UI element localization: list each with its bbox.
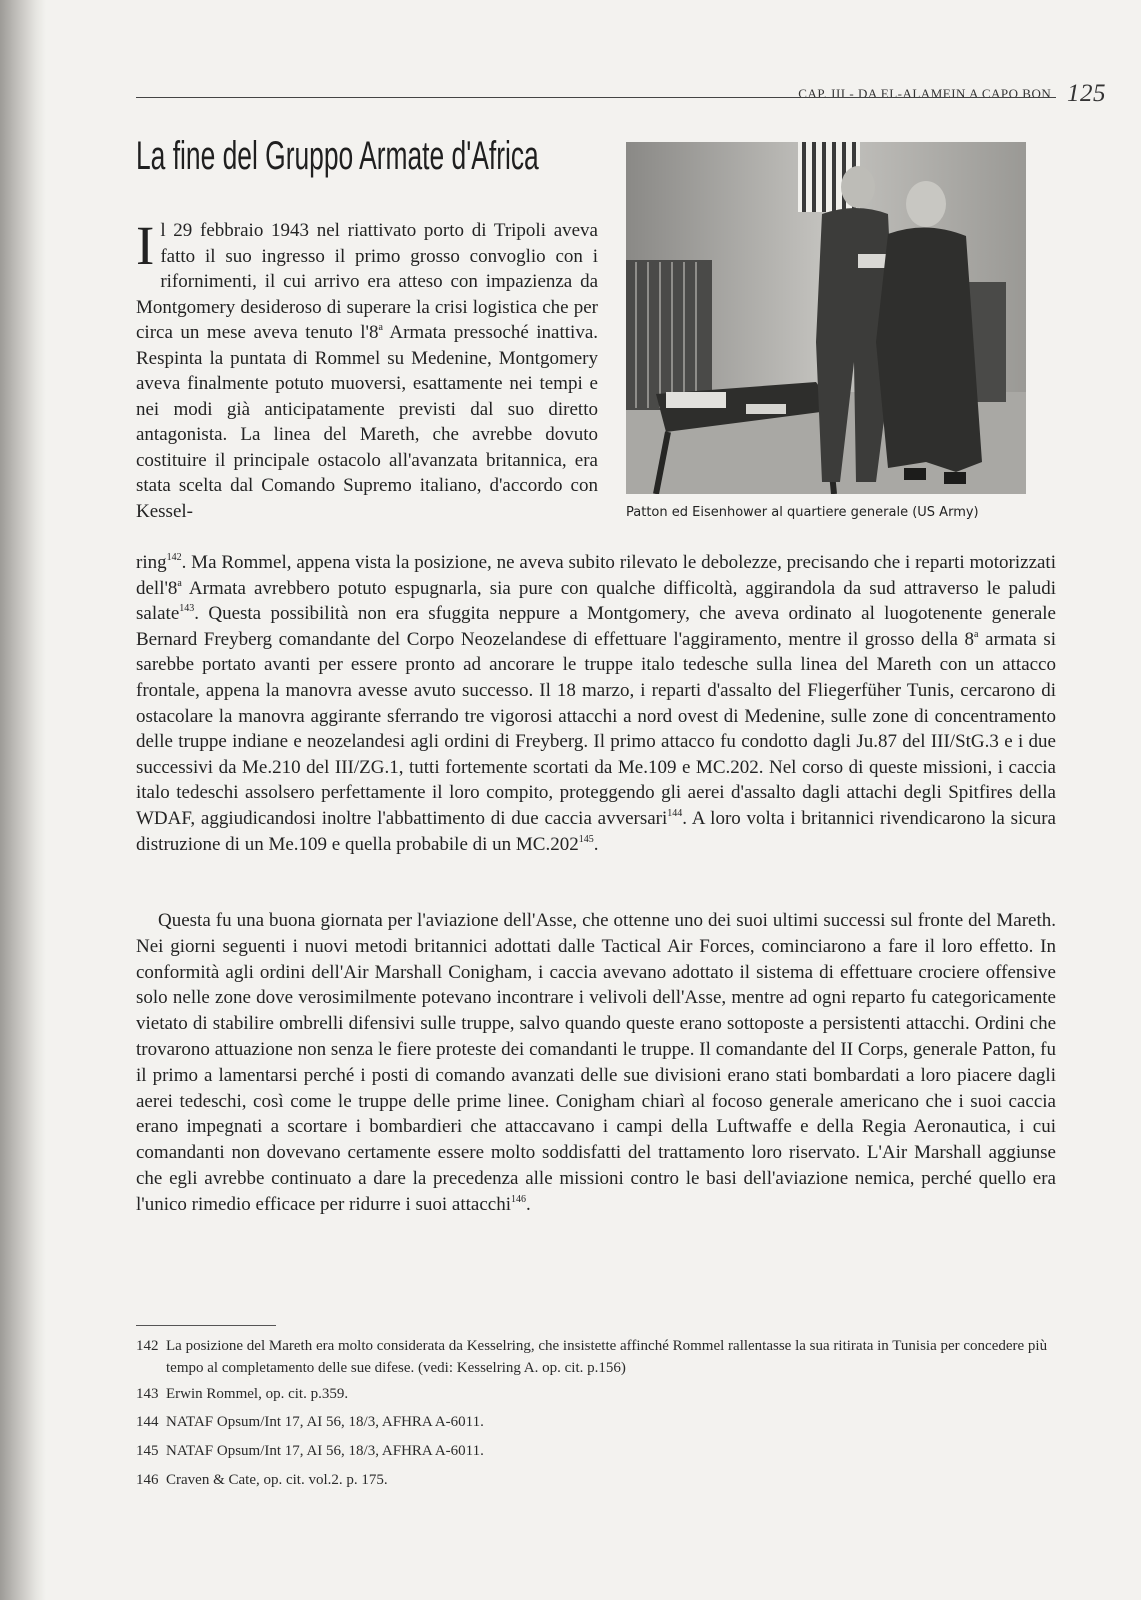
photo-caption: Patton ed Eisenhower al quartiere generale (US Army) (626, 505, 979, 520)
footnote-142 (136, 1335, 1056, 1379)
footnote-text: NATAF Opsum/Int 17, AI 56, 18/3, AFHRA A-6011. (166, 1414, 484, 1430)
footnote-number: 142 (136, 1338, 159, 1354)
drop-cap: I (136, 215, 155, 276)
footnote-ref-146[interactable]: 146 (511, 1193, 526, 1205)
footnote-number: 146 (136, 1472, 159, 1488)
chapter-title: CAP. III - DA EL-ALAMEIN A CAPO BON (798, 86, 1052, 101)
footnote-ref-145[interactable]: 145 (578, 833, 594, 845)
footnote-number: 145 (136, 1443, 159, 1459)
footnote-ref-142[interactable]: 142 (166, 552, 182, 563)
footnote-number: 144 (136, 1414, 159, 1430)
footnote-146 (136, 1469, 1056, 1491)
section-title: La fine del Gruppo Armate d'Africa (136, 134, 539, 178)
footnote-144 (136, 1411, 1056, 1433)
footnote-text: La posizione del Mareth era molto considerata da Kesselring, che insistette affinché Rommel rallentasse la sua ritirata in Tunisia per concedere più tempo al completamento delle sue difese. (vedi: Kesselring A. op. cit. p.156) (166, 1338, 1048, 1376)
footnote-text: NATAF Opsum/Int 17, AI 56, 18/3, AFHRA A-6011. (166, 1443, 484, 1459)
photo-illustration (626, 142, 1026, 494)
header-rule (136, 97, 1056, 98)
footnote-text: Craven & Cate, op. cit. vol.2. p. 175. (166, 1472, 388, 1488)
binding-gutter (0, 0, 46, 1600)
footnote-number: 143 (136, 1386, 159, 1402)
paragraph-1: Il 29 febbraio 1943 nel riattivato porto di Tripoli aveva fatto il suo ingresso il primo grosso convoglio con i rifornimenti, il cui arrivo era atteso con impazienza da Montgomery desideroso di superare la crisi logistica che per circa un mese aveva tenuto l'8$^a$ Armata pressoché inattiva. Respinta la puntata di Rommel su Medenine, Montgomery aveva finalmente potuto muoversi, esattamente nei tempi e nei modi già anticipatamente previsti dal suo diretto antagonista. La linea del Mareth, che avrebbe dovuto costituire il principale ostacolo all'avanzata britannica, era stata scelta dal Comando Supremo italiano, d'accordo con Kessel- (136, 215, 599, 522)
footnote-ref-144[interactable]: 144 (667, 807, 683, 819)
footnote-ref-143[interactable]: 143 (179, 603, 195, 615)
footnote-rule (136, 1325, 276, 1326)
running-head (136, 80, 1106, 107)
page-number: 125 (1067, 80, 1106, 107)
paragraph-3: Questa fu una buona giornata per l'aviazione dell'Asse, che ottenne uno dei suoi ultimi successi sul fronte del Mareth. Nei giorni seguenti i nuovi metodi britannici adottati dalle Tactical Air Forces, cominciarono a fare il loro effetto. In conformità agli ordini dell'Air Marshall Conigham, i caccia avevano adottato il sistema di effettuare crociere offensive solo nelle zone dove verosimilmente potevano incontrare i velivoli dell'Asse, mentre ad ogni reparto fu categoricamente vietato di stabilire ombrelli difensivi sulle truppe, salvo quando queste erano sottoposte a persistenti attacchi. Ordini che trovarono attuazione non senza le fiere proteste dei comandanti le truppe. Il comandante del II Corps, generale Patton, fu il primo a lamentarsi perché i posti di comando avanzati delle sue divisioni erano stati bombardati a loro piacere dagli aerei tedeschi, così come le truppe delle prime linee. Conigham chiarì al focoso generale americano che i suoi caccia erano impegnati a scortare i bombardieri che attaccavano i campi della Luftwaffe e della Regia Aeronautica, i cui comandanti non dovevano certamente essere molto soddisfatti del trattamento loro riservato. L'Air Marshall aggiunse che egli avrebbe continuato a dare la precedenza alle missioni contro le basi dell'aviazione nemica, perché quello era l'unico rimedio efficace per ridurre i suoi attacchi$^{146}$. (136, 910, 1056, 1215)
photo-patton-eisenhower (626, 142, 1026, 494)
footnote-143 (136, 1383, 1056, 1405)
footnote-text: Erwin Rommel, op. cit. p.359. (166, 1386, 349, 1402)
paragraph-2: ring$^{142}$. Ma Rommel, appena vista la posizione, ne aveva subito rilevato le debolezze, precisando che i reparti motorizzati dell'8$^a$ Armata avrebbero potuto espugnarla, sia pure con qualche difficoltà, aggirandola da sud attraverso le paludi salate$^{143}$. Questa possibilità non era sfuggita neppure a Montgomery, che aveva ordinato al luogotenente generale Bernard Freyberg comandante del Corpo Neozelandese di effettuare l'aggiramento, mentre il grosso della 8$^a$ armata si sarebbe portato avanti per essere pronto ad ancorare le truppe italo tedesche sulla linea del Mareth con un attacco frontale, appena la manovra avesse avuto successo. Il 18 marzo, i reparti d'assalto del Fliegerfüher Tunis, cercarono di ostacolare la manovra aggirante sferrando tre vigorosi attacchi a nord ovest di Medenine, sulle zone di concentramento delle truppe indiane e neozelandesi agli ordini di Freyberg. Il primo attacco fu condotto dagli Ju.87 del III/StG.3 e i due successivi da Me.210 del III/ZG.1, tutti fortemente scortati da Me.109 e MC.202. Nel corso di queste missioni, i caccia italo tedeschi assolsero perfettamente il loro compito, proteggendo gli aerei d'assalto dagli attachi degli Spitfires della WDAF, aggiudicandosi inoltre l'abbattimento di due caccia avversari$^{144}$. A loro volta i britannici rivendicarono la sicura distruzione di un Me.109 e quella probabile di un MC.202$^{145}$. (136, 552, 1056, 855)
footnote-145 (136, 1440, 1056, 1462)
